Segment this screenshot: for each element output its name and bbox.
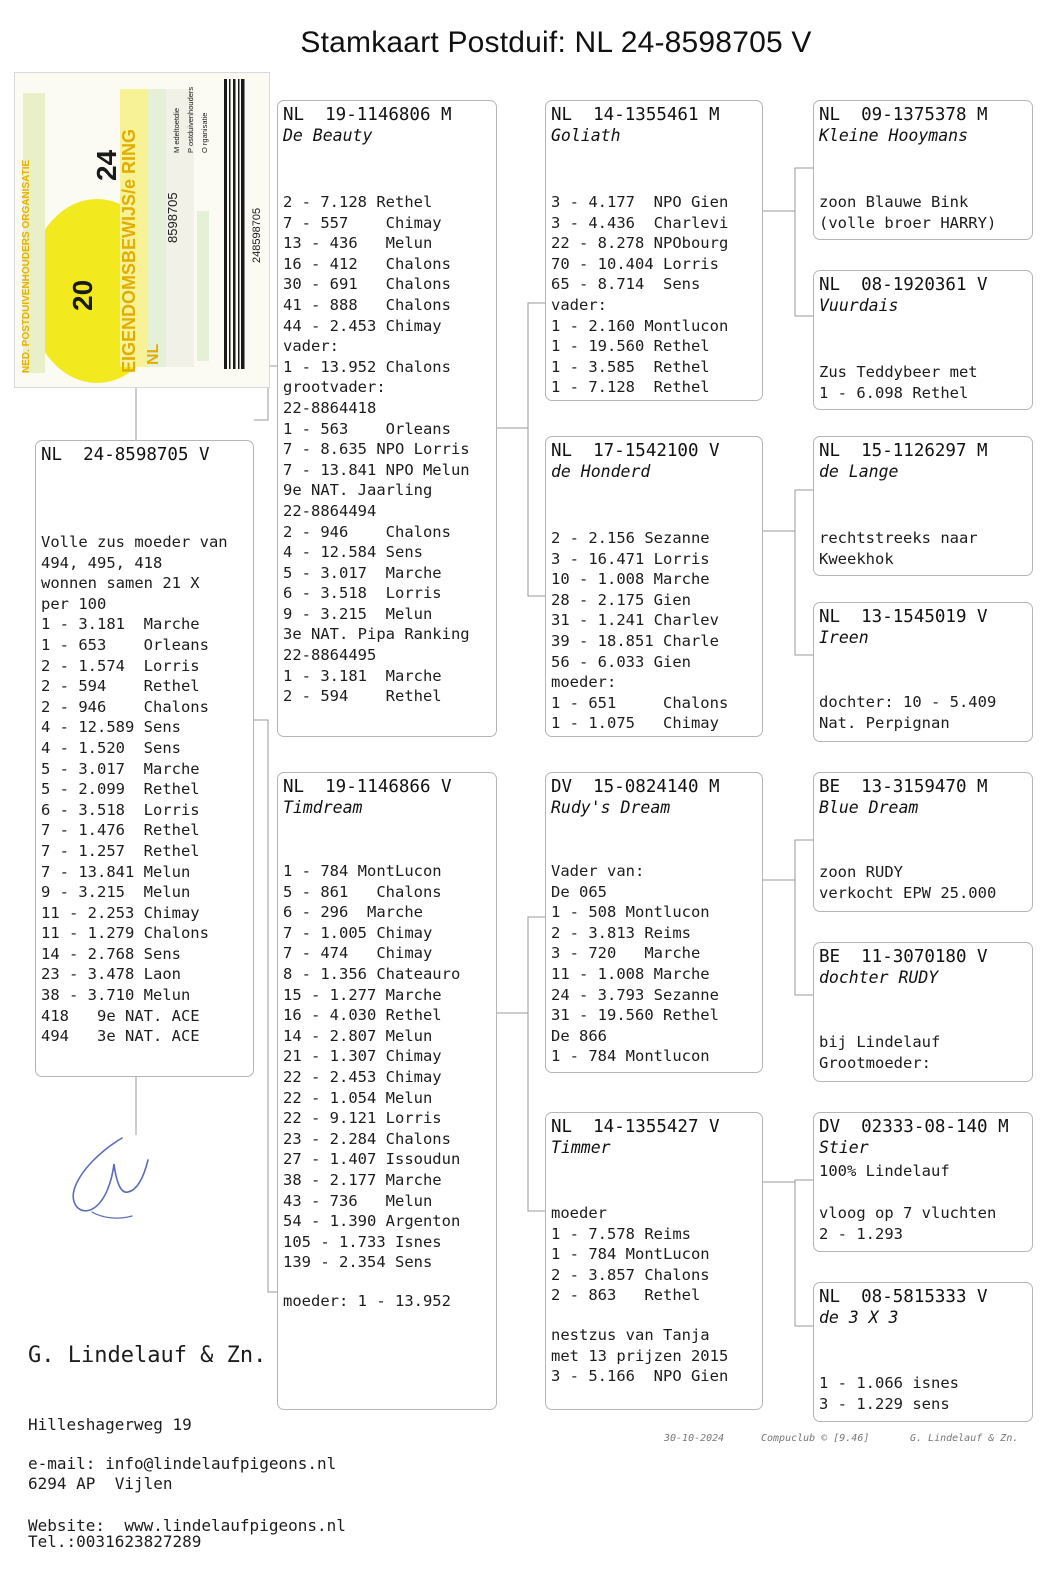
footer-owner: G. Lindelauf & Zn. [910,1433,1019,1444]
page-title: Stamkaart Postduif: NL 24-8598705 V [300,26,812,59]
ring-barcode-number: 248598705 [251,207,263,263]
grandparent-name: Goliath [551,126,621,145]
ring-country: NL [145,343,162,365]
great-grandparent-info: Zus Teddybeer met 1 - 6.098 Rethel [819,363,978,402]
connector-sire-sire [497,303,545,428]
grandparent-name: de Honderd [551,462,651,481]
sire-info: 2 - 7.128 Rethel 7 - 557 Chimay 13 - 436 Melun 16 - 412 Chalons 30 - 691 Chalons 41 - 888 Chalons 44 - 2.453 Chimay vader: 1 - 13.952 Chalons grootvader: 22-8864418 1 - 563 Orleans 7 - 8.635 NPO Lorris 7 - 13.841 NPO Melun 9e NAT. Jaarling 22-8864494 2 - 946 Chalons 4 - 12.584 Sens 5 - 3.017 Marche 6 - 3.518 Lorris 9 - 3.215 Melun 3e NAT. Pipa Ranking 22-8864495 1 - 3.181 Marche 2 - 594 Rethel [283,193,470,706]
great-grandparent-ring-number: BE 11-3070180 V [819,947,988,967]
great-grandparent-card [813,942,1033,1082]
great-grandparent-card [813,436,1033,576]
great-grandparent-info: rechtstreeks naar Kweekhok [819,529,978,568]
grandparent-name: Rudy's Dream [551,798,671,817]
great-grandparent-card [813,602,1033,742]
grandparent-info: moeder 1 - 7.578 Reims 1 - 784 MontLucon 2 - 3.857 Chalons 2 - 863 Rethel [551,1204,710,1305]
ring-org-text: NED. POSTDUIVENHOUDERS ORGANISATIE [21,159,32,373]
connector-gg2 [795,211,813,316]
owner-phone: Tel.:0031623827289 [28,1532,202,1551]
grandparent-info-extra: nestzus van Tanja met 13 prijzen 2015 3 - 5.166 NPO Gien [551,1326,729,1386]
great-grandparent-name: dochter RUDY [819,968,939,987]
great-grandparent-ring-number: NL 15-1126297 M [819,441,988,461]
great-grandparent-info: zoon RUDY verkocht EPW 25.000 [819,863,997,902]
great-grandparent-card [813,1112,1033,1252]
dam-info: 1 - 784 MontLucon 5 - 861 Chalons 6 - 296 Marche 7 - 1.005 Chimay 7 - 474 Chimay 8 - 1.356 Chateauro 15 - 1.277 Marche 16 - 4.030 Rethel 14 - 2.807 Melun 21 - 1.307 Chimay 22 - 2.453 Chimay 22 - 1.054 Melun 22 - 9.121 Lorris 23 - 2.284 Chalons 27 - 1.407 Issoudun 38 - 2.177 Marche 43 - 736 Melun 54 - 1.390 Argenton 105 - 1.733 Isnes 139 - 2.354 Sens [283,862,461,1272]
great-grandparent-info: dochter: 10 - 5.409 Nat. Perpignan [819,693,997,732]
great-grandparent-card [813,772,1033,912]
grandparent-name: Timmer [551,1138,611,1157]
great-grandparent-card [813,100,1033,240]
ring-year-right: 24 [91,149,122,181]
grandparent-info: 3 - 4.177 NPO Gien 3 - 4.436 Charlevi 22 - 8.278 NPObourg 70 - 10.404 Lorris 65 - 8.714 Sens vader: 1 - 2.160 Montlucon 1 - 19.560 Rethel 1 - 3.585 Rethel 1 - 7.128 Rethel [551,193,729,397]
ring-legend-line: P ostduivenhouders [186,86,195,153]
signature [62,1120,162,1230]
grandsire-paternal-card [545,100,763,401]
subject-info: Volle zus moeder van 494, 495, 418 wonnen samen 21 X per 100 1 - 3.181 Marche 1 - 653 Orleans 2 - 1.574 Lorris 2 - 594 Rethel 2 - 946 Chalons 4 - 12.589 Sens 4 - 1.520 Sens 5 - 3.017 Marche 5 - 2.099 Rethel 6 - 3.518 Lorris 7 - 1.476 Rethel 7 - 1.257 Rethel 7 - 13.841 Melun 9 - 3.215 Melun 11 - 2.253 Chimay 11 - 1.279 Chalons 14 - 2.768 Sens 23 - 3.478 Laon 38 - 3.710 Melun 418 9e NAT. ACE 494 3e NAT. ACE [41,533,228,1046]
great-grandparent-ring-number: NL 09-1375378 M [819,105,988,125]
great-grandparent-ring-number: NL 13-1545019 V [819,607,988,627]
ring-ownership-label [14,72,270,388]
ring-legend [170,87,212,153]
connector-gg7 [763,1180,813,1182]
great-grandparent-card [813,1282,1033,1422]
subject-card [35,440,254,1077]
great-grandparent-name: Ireen [819,628,869,647]
connector-dam-sire [497,917,545,1013]
subject-ring-number: NL 24-8598705 V [41,445,210,465]
connector-dam-dam [528,1013,545,1211]
connector-sire-dam [528,428,545,596]
dam-card [277,772,497,1410]
owner-address: Hilleshagerweg 19 [28,1415,192,1434]
great-grandparent-ring-number: NL 08-1920361 V [819,275,988,295]
footer-date: 30-10-2024 [664,1433,725,1444]
great-grandparent-name: de Lange [819,462,899,481]
contact-email: e-mail: info@lindelaufpigeons.nl [28,1454,337,1473]
grandparent-ring-number: NL 14-1355427 V [551,1117,720,1137]
dam-ring-number: NL 19-1146866 V [283,777,452,797]
granddam-paternal-card [545,436,763,737]
contact-website: Website: www.lindelaufpigeons.nl [28,1515,346,1535]
footer-software: Compuclub © [9.46] [761,1433,870,1444]
granddam-maternal-card [545,1112,763,1410]
ring-legend-line: O rganisatie [200,112,209,153]
dam-footer: moeder: 1 - 13.952 [283,1292,451,1310]
connector-gg8 [795,1182,813,1326]
grandparent-ring-number: DV 15-0824140 M [551,777,720,797]
sire-card [277,100,497,737]
great-grandparent-subtitle: 100% Lindelauf [819,1162,950,1180]
grandparent-info: Vader van: De 065 1 - 508 Montlucon 2 - 3.813 Reims 3 - 720 Marche 11 - 1.008 Marche 24 - 3.793 Sezanne 31 - 19.560 Rethel De 866 1 - 784 Montlucon [551,862,719,1066]
owner-city: 6294 AP Vijlen [28,1473,173,1493]
great-grandparent-info: vloog op 7 vluchten 2 - 1.293 [819,1204,997,1243]
connector-gg5 [763,840,813,880]
connector-gg4 [795,531,813,655]
ring-ownership-text: EIGENDOMSBEWIJS/e RING [119,128,139,373]
great-grandparent-info: zoon Blauwe Bink (volle broer HARRY) [819,193,997,232]
connector-subject-dam [254,720,277,1292]
great-grandparent-info: bij Lindelauf Grootmoeder: [819,1033,941,1072]
great-grandparent-name: Kleine Hooymans [819,126,969,145]
great-grandparent-name: Stier [819,1138,869,1157]
owner-name: G. Lindelauf & Zn. [28,1343,267,1368]
great-grandparent-name: Vuurdais [819,296,899,315]
grandparent-ring-number: NL 14-1355461 M [551,105,720,125]
great-grandparent-card [813,270,1033,410]
dam-name: Timdream [283,798,363,817]
ring-legend-line: M edeltoetdie [172,107,181,153]
grandparent-ring-number: NL 17-1542100 V [551,441,720,461]
great-grandparent-ring-number: DV 02333-08-140 M [819,1117,1009,1137]
great-grandparent-ring-number: BE 13-3159470 M [819,777,988,797]
great-grandparent-name: de 3 X 3 [819,1308,899,1327]
sire-name: De Beauty [283,126,373,145]
grandparent-info: 2 - 2.156 Sezanne 3 - 16.471 Lorris 10 - 1.008 Marche 28 - 2.175 Gien 31 - 1.241 Charlev 39 - 18.851 Charle 56 - 6.033 Gien moeder: 1 - 651 Chalons 1 - 1.075 Chimay [551,529,729,733]
ring-number: 8598705 [165,192,180,243]
ring-label-graphic [15,73,269,387]
great-grandparent-info: 1 - 1.066 isnes 3 - 1.229 sens [819,1374,959,1413]
sire-ring-number: NL 19-1146806 M [283,105,452,125]
ring-year-left: 20 [67,279,98,311]
contact-block [28,1413,346,1557]
connector-gg3 [763,490,813,531]
connector-gg6 [795,880,813,995]
connector-gg1 [763,168,813,211]
grandsire-maternal-card [545,772,763,1073]
great-grandparent-ring-number: NL 08-5815333 V [819,1287,988,1307]
great-grandparent-name: Blue Dream [819,798,919,817]
